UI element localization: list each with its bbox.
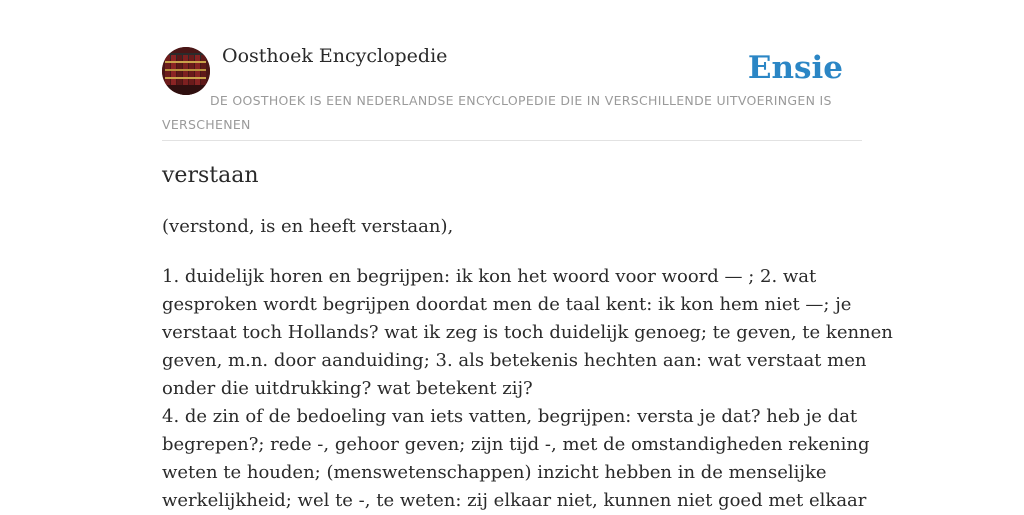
brand-logo[interactable]: Ensie (747, 50, 843, 86)
books-icon (162, 47, 210, 95)
definition-line: verstaat toch Hollands? wat ik zeg is toch duidelijk genoeg; te geven, te kennen (162, 322, 893, 343)
site-header (162, 0, 862, 141)
site-tagline: DE OOSTHOEK IS EEN NEDERLANDSE ENCYCLOPEDIE DIE IN VERSCHILLENDE UITVOERINGEN IS VERSCHENEN (162, 93, 832, 132)
definition-line: begrepen?; rede -, gehoor geven; zijn tijd -, met de omstandigheden rekening (162, 434, 870, 455)
page-container (162, 0, 893, 511)
definition-line: weten te houden; (menswetenschappen) inzicht hebben in de menselijke (162, 462, 827, 483)
definition-line: onder die uitdrukking? wat betekent zij? (162, 378, 533, 399)
entry-definition (162, 263, 893, 515)
definition-line: 1. duidelijk horen en begrijpen: ik kon het woord voor woord — ; 2. wat (162, 266, 817, 287)
definition-line: 4. de zin of de bedoeling van iets vatten, begrijpen: versta je dat? heb je dat (162, 406, 858, 427)
definition-line: geven, m.n. door aanduiding; 3. als betekenis hechten aan: wat verstaat men (162, 350, 867, 371)
encyclopedia-avatar[interactable] (162, 47, 210, 95)
entry-grammar: (verstond, is en heeft verstaan), (162, 216, 454, 237)
definition-line: werkelijkheid; wel te -, te weten: zij elkaar niet, kunnen niet goed met elkaar (162, 490, 867, 511)
site-name[interactable]: Oosthoek Encyclopedie (222, 45, 448, 67)
entry-title: verstaan (162, 163, 259, 188)
definition-line: gesproken wordt begrijpen doordat men de taal kent: ik kon hem niet —; je (162, 294, 852, 315)
